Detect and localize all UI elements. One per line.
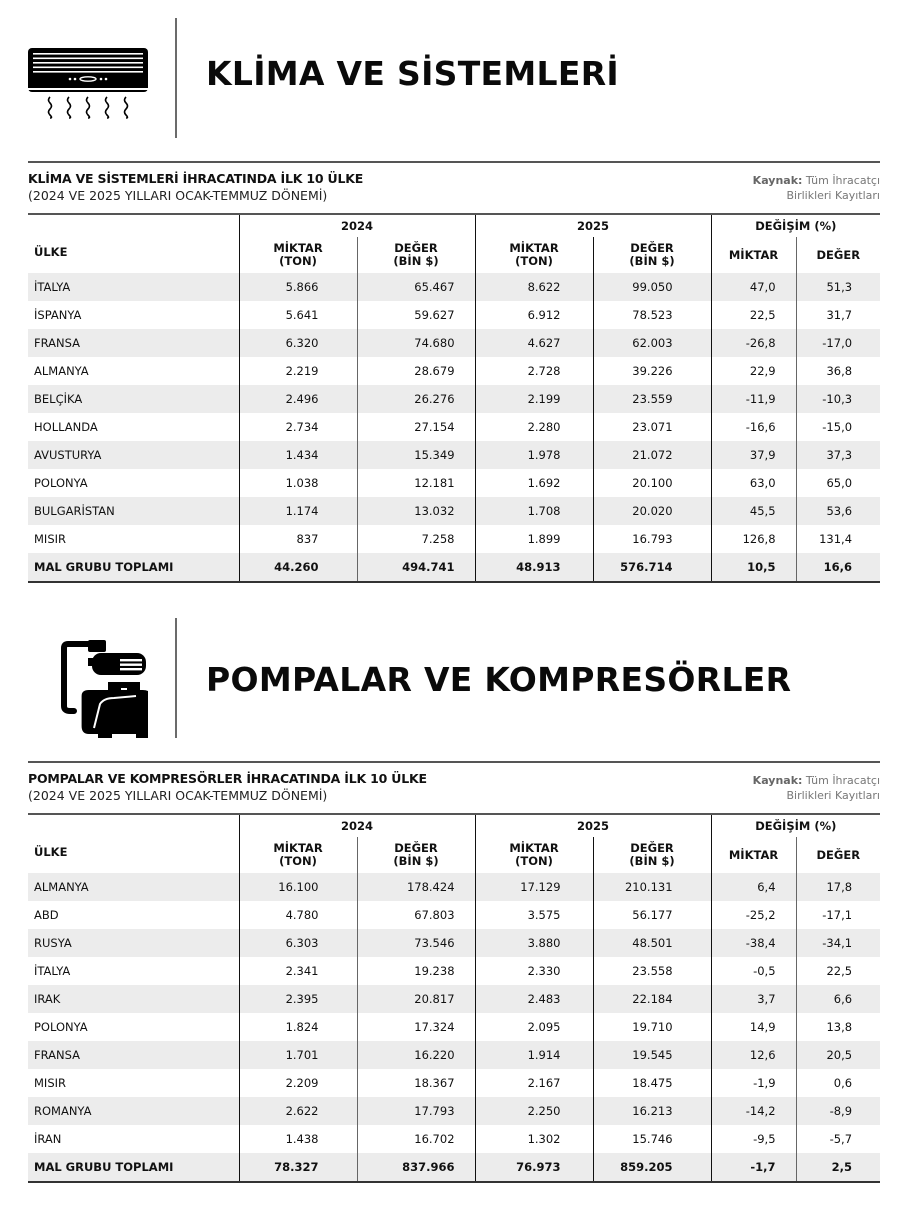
cell-qty-2025: 48.913 bbox=[475, 553, 593, 582]
cell-change-val: -15,0 bbox=[796, 413, 880, 441]
source-label: Kaynak: bbox=[752, 774, 803, 787]
total-row bbox=[28, 1153, 880, 1182]
cell-qty-2024: 2.734 bbox=[239, 413, 357, 441]
cell-country: İRAN bbox=[34, 1132, 62, 1146]
header-val-unit: (BİN $) bbox=[393, 254, 439, 268]
source-line-2: Birlikleri Kayıtları bbox=[786, 189, 880, 202]
cell-qty-2025: 2.199 bbox=[475, 385, 593, 413]
header-val-unit: (BİN $) bbox=[393, 854, 439, 868]
cell-qty-2024: 5.641 bbox=[239, 301, 357, 329]
cell-qty-2024: 16.100 bbox=[239, 873, 357, 901]
table-row bbox=[28, 1069, 880, 1097]
cell-country: İSPANYA bbox=[34, 308, 82, 322]
cell-val-2025: 210.131 bbox=[593, 873, 711, 901]
cell-val-2024: 16.220 bbox=[357, 1041, 475, 1069]
cell-change-qty: -0,5 bbox=[711, 957, 796, 985]
header-qty-unit: (TON) bbox=[279, 254, 317, 268]
cell-val-2025: 859.205 bbox=[593, 1153, 711, 1182]
header-val-unit: (BİN $) bbox=[629, 854, 675, 868]
cell-country: BULGARİSTAN bbox=[28, 497, 239, 525]
cell-qty-2024: 2.209 bbox=[239, 1069, 357, 1097]
cell-qty-2024: 1.434 bbox=[239, 441, 357, 469]
cell-change-val: 53,6 bbox=[796, 497, 880, 525]
cell-change-qty: 6,4 bbox=[711, 873, 796, 901]
section-header bbox=[28, 618, 880, 738]
cell-qty-2025: 8.622 bbox=[475, 273, 593, 301]
cell-val-2024: 19.238 bbox=[357, 957, 475, 985]
table-row bbox=[28, 357, 880, 385]
cell-val-2025: 20.020 bbox=[593, 497, 711, 525]
cell-change-qty: -25,2 bbox=[711, 901, 796, 929]
cell-change-qty: -1,9 bbox=[711, 1069, 796, 1097]
cell-qty-2025: 76.973 bbox=[475, 1153, 593, 1182]
table-row bbox=[28, 441, 880, 469]
cell-val-2025: 99.050 bbox=[593, 273, 711, 301]
header-qty-unit: (TON) bbox=[515, 254, 553, 268]
header-qty-2025 bbox=[475, 837, 593, 873]
cell-qty-2025: 1.708 bbox=[475, 497, 593, 525]
table-row bbox=[28, 273, 880, 301]
table-row bbox=[28, 1125, 880, 1153]
header-qty-2024 bbox=[239, 237, 357, 273]
cell-qty-2024: 44.260 bbox=[239, 553, 357, 582]
cell-country: MAL GRUBU TOPLAMI bbox=[28, 1153, 239, 1182]
source-note bbox=[753, 773, 880, 803]
cell-change-val: -17,0 bbox=[796, 329, 880, 357]
cell-change-qty: 22,5 bbox=[711, 301, 796, 329]
cell-val-2025: 16.213 bbox=[593, 1097, 711, 1125]
cell-val-2025: 576.714 bbox=[593, 553, 711, 582]
cell-val-2024: 837.966 bbox=[357, 1153, 475, 1182]
cell-change-qty: -26,8 bbox=[711, 329, 796, 357]
cell-val-2024: 18.367 bbox=[357, 1069, 475, 1097]
cell-change-qty: -16,6 bbox=[711, 413, 796, 441]
cell-val-2024: 494.741 bbox=[357, 553, 475, 582]
header-qty-label: MİKTAR bbox=[273, 241, 323, 255]
source-line-1: Tüm İhracatçı bbox=[805, 174, 880, 187]
cell-change-val: -8,9 bbox=[796, 1097, 880, 1125]
cell-change-val: 20,5 bbox=[796, 1041, 880, 1069]
cell-country: ALMANYA bbox=[28, 873, 239, 901]
cell-qty-2024: 1.701 bbox=[239, 1041, 357, 1069]
cell-country: FRANSA bbox=[28, 329, 239, 357]
divider bbox=[175, 618, 177, 738]
header-val-label: DEĞER bbox=[630, 841, 674, 855]
cell-country: POLONYA bbox=[34, 1020, 88, 1034]
cell-change-val: 16,6 bbox=[796, 553, 880, 582]
cell-qty-2024: 4.780 bbox=[239, 901, 357, 929]
cell-qty-2024: 2.395 bbox=[239, 985, 357, 1013]
header-year-2025: 2025 bbox=[475, 814, 711, 837]
table-title: POMPALAR VE KOMPRESÖRLER İHRACATINDA İLK 10 ÜLKE bbox=[28, 771, 427, 786]
table-row bbox=[28, 901, 880, 929]
cell-change-val: -5,7 bbox=[796, 1125, 880, 1153]
cell-val-2024: 27.154 bbox=[357, 413, 475, 441]
header-change-val: DEĞER bbox=[796, 237, 880, 273]
table-row bbox=[28, 985, 880, 1013]
cell-change-qty: 63,0 bbox=[711, 469, 796, 497]
table-title: KLİMA VE SİSTEMLERİ İHRACATINDA İLK 10 ÜLKE bbox=[28, 171, 364, 186]
cell-country: AVUSTURYA bbox=[28, 441, 239, 469]
cell-country: RUSYA bbox=[28, 929, 239, 957]
cell-qty-2025: 2.167 bbox=[475, 1069, 593, 1097]
cell-qty-2025: 2.280 bbox=[475, 413, 593, 441]
cell-val-2024: 67.803 bbox=[357, 901, 475, 929]
cell-change-qty: 126,8 bbox=[711, 525, 796, 553]
cell-change-val: -17,1 bbox=[796, 901, 880, 929]
header-qty-2025 bbox=[475, 237, 593, 273]
cell-change-val: 0,6 bbox=[796, 1069, 880, 1097]
header-qty-label: MİKTAR bbox=[509, 241, 559, 255]
header-val-2024 bbox=[357, 237, 475, 273]
cell-country: POLONYA bbox=[34, 476, 88, 490]
cell-val-2024: 20.817 bbox=[357, 985, 475, 1013]
cell-val-2025: 23.558 bbox=[593, 957, 711, 985]
cell-change-val: 37,3 bbox=[796, 441, 880, 469]
data-table bbox=[28, 813, 880, 1183]
header-val-2024 bbox=[357, 837, 475, 873]
cell-qty-2024: 6.303 bbox=[239, 929, 357, 957]
cell-change-qty: 45,5 bbox=[711, 497, 796, 525]
cell-qty-2025: 17.129 bbox=[475, 873, 593, 901]
cell-val-2025: 39.226 bbox=[593, 357, 711, 385]
cell-qty-2025: 1.302 bbox=[475, 1125, 593, 1153]
cell-val-2024: 74.680 bbox=[357, 329, 475, 357]
cell-change-qty: -38,4 bbox=[711, 929, 796, 957]
table-row bbox=[28, 929, 880, 957]
cell-country: ALMANYA bbox=[34, 364, 89, 378]
table-row bbox=[28, 497, 880, 525]
table-row bbox=[28, 873, 880, 901]
header-change: DEĞİŞİM (%) bbox=[711, 814, 880, 837]
cell-change-val: 22,5 bbox=[796, 957, 880, 985]
cell-val-2024: 65.467 bbox=[357, 273, 475, 301]
cell-qty-2025: 2.330 bbox=[475, 957, 593, 985]
section-klima bbox=[28, 18, 880, 588]
table-body bbox=[28, 873, 880, 1182]
cell-change-val: -10,3 bbox=[796, 385, 880, 413]
table-caption bbox=[28, 161, 880, 215]
cell-qty-2025: 1.899 bbox=[475, 525, 593, 553]
header-qty-label: MİKTAR bbox=[273, 841, 323, 855]
cell-change-val: -34,1 bbox=[796, 929, 880, 957]
cell-val-2024: 7.258 bbox=[357, 525, 475, 553]
cell-qty-2025: 2.483 bbox=[475, 985, 593, 1013]
cell-change-val: 13,8 bbox=[796, 1013, 880, 1041]
header-val-label: DEĞER bbox=[630, 241, 674, 255]
cell-qty-2024: 6.320 bbox=[239, 329, 357, 357]
header-qty-2024 bbox=[239, 837, 357, 873]
cell-change-qty: 12,6 bbox=[711, 1041, 796, 1069]
table-row bbox=[28, 329, 880, 357]
header-qty-label: MİKTAR bbox=[509, 841, 559, 855]
cell-change-val: 2,5 bbox=[796, 1153, 880, 1182]
cell-val-2025: 22.184 bbox=[593, 985, 711, 1013]
cell-change-qty: 10,5 bbox=[711, 553, 796, 582]
table-row bbox=[28, 525, 880, 553]
cell-qty-2024: 5.866 bbox=[239, 273, 357, 301]
cell-country: MISIR bbox=[34, 532, 66, 546]
cell-val-2024: 73.546 bbox=[357, 929, 475, 957]
cell-change-qty: 47,0 bbox=[711, 273, 796, 301]
cell-qty-2025: 1.692 bbox=[475, 469, 593, 497]
cell-val-2024: 28.679 bbox=[357, 357, 475, 385]
cell-country: BELÇİKA bbox=[28, 385, 239, 413]
table-row bbox=[28, 1041, 880, 1069]
cell-qty-2024: 2.496 bbox=[239, 385, 357, 413]
cell-val-2024: 12.181 bbox=[357, 469, 475, 497]
section-pompa bbox=[28, 618, 880, 1188]
cell-change-val: 17,8 bbox=[796, 873, 880, 901]
cell-country: MAL GRUBU TOPLAMI bbox=[28, 553, 239, 582]
header-year-2025: 2025 bbox=[475, 214, 711, 237]
table-row bbox=[28, 957, 880, 985]
header-val-unit: (BİN $) bbox=[629, 254, 675, 268]
cell-qty-2025: 2.250 bbox=[475, 1097, 593, 1125]
water-pump-icon bbox=[28, 618, 148, 738]
cell-qty-2024: 2.341 bbox=[239, 957, 357, 985]
table-row bbox=[28, 385, 880, 413]
cell-val-2024: 178.424 bbox=[357, 873, 475, 901]
cell-qty-2024: 78.327 bbox=[239, 1153, 357, 1182]
header-qty-unit: (TON) bbox=[279, 854, 317, 868]
table-row bbox=[28, 301, 880, 329]
cell-country: İTALYA bbox=[28, 273, 239, 301]
cell-country: ABD bbox=[34, 908, 59, 922]
air-conditioner-icon bbox=[28, 18, 148, 138]
cell-change-qty: -14,2 bbox=[711, 1097, 796, 1125]
header-val-2025 bbox=[593, 837, 711, 873]
header-change: DEĞİŞİM (%) bbox=[711, 214, 880, 237]
cell-qty-2025: 4.627 bbox=[475, 329, 593, 357]
cell-qty-2024: 2.219 bbox=[239, 357, 357, 385]
cell-change-qty: 22,9 bbox=[711, 357, 796, 385]
cell-change-qty: 3,7 bbox=[711, 985, 796, 1013]
header-val-2025 bbox=[593, 237, 711, 273]
cell-val-2025: 15.746 bbox=[593, 1125, 711, 1153]
cell-change-val: 36,8 bbox=[796, 357, 880, 385]
header-year-2024: 2024 bbox=[239, 814, 475, 837]
cell-qty-2025: 3.575 bbox=[475, 901, 593, 929]
cell-qty-2025: 2.095 bbox=[475, 1013, 593, 1041]
cell-qty-2024: 1.824 bbox=[239, 1013, 357, 1041]
cell-change-qty: -11,9 bbox=[711, 385, 796, 413]
total-row bbox=[28, 553, 880, 582]
cell-qty-2025: 3.880 bbox=[475, 929, 593, 957]
cell-change-qty: 14,9 bbox=[711, 1013, 796, 1041]
cell-val-2025: 62.003 bbox=[593, 329, 711, 357]
cell-val-2024: 17.793 bbox=[357, 1097, 475, 1125]
cell-qty-2024: 1.174 bbox=[239, 497, 357, 525]
cell-val-2024: 16.702 bbox=[357, 1125, 475, 1153]
table-subtitle: (2024 VE 2025 YILLARI OCAK-TEMMUZ DÖNEMİ) bbox=[28, 188, 328, 203]
cell-val-2025: 16.793 bbox=[593, 525, 711, 553]
cell-val-2024: 26.276 bbox=[357, 385, 475, 413]
cell-val-2025: 21.072 bbox=[593, 441, 711, 469]
cell-val-2025: 48.501 bbox=[593, 929, 711, 957]
cell-qty-2025: 1.914 bbox=[475, 1041, 593, 1069]
cell-val-2025: 23.559 bbox=[593, 385, 711, 413]
table-row bbox=[28, 413, 880, 441]
cell-val-2024: 13.032 bbox=[357, 497, 475, 525]
cell-qty-2024: 837 bbox=[239, 525, 357, 553]
cell-change-val: 31,7 bbox=[796, 301, 880, 329]
header-qty-unit: (TON) bbox=[515, 854, 553, 868]
data-table bbox=[28, 213, 880, 583]
cell-country: MISIR bbox=[34, 1076, 66, 1090]
cell-qty-2025: 1.978 bbox=[475, 441, 593, 469]
section-title: KLİMA VE SİSTEMLERİ bbox=[206, 54, 619, 93]
table-body bbox=[28, 273, 880, 582]
header-change-val: DEĞER bbox=[796, 837, 880, 873]
cell-country: HOLLANDA bbox=[34, 420, 98, 434]
cell-val-2025: 20.100 bbox=[593, 469, 711, 497]
cell-val-2025: 18.475 bbox=[593, 1069, 711, 1097]
cell-val-2025: 23.071 bbox=[593, 413, 711, 441]
cell-change-val: 51,3 bbox=[796, 273, 880, 301]
section-title: POMPALAR VE KOMPRESÖRLER bbox=[206, 660, 792, 699]
cell-qty-2024: 1.038 bbox=[239, 469, 357, 497]
cell-val-2025: 19.710 bbox=[593, 1013, 711, 1041]
cell-val-2025: 78.523 bbox=[593, 301, 711, 329]
cell-val-2025: 19.545 bbox=[593, 1041, 711, 1069]
header-change-qty: MİKTAR bbox=[711, 237, 796, 273]
header-val-label: DEĞER bbox=[394, 841, 438, 855]
cell-val-2024: 59.627 bbox=[357, 301, 475, 329]
header-year-2024: 2024 bbox=[239, 214, 475, 237]
source-line-1: Tüm İhracatçı bbox=[805, 774, 880, 787]
cell-country: İTALYA bbox=[34, 964, 71, 978]
cell-qty-2024: 1.438 bbox=[239, 1125, 357, 1153]
section-header bbox=[28, 18, 880, 138]
cell-country: FRANSA bbox=[28, 1041, 239, 1069]
cell-change-val: 65,0 bbox=[796, 469, 880, 497]
cell-qty-2025: 2.728 bbox=[475, 357, 593, 385]
header-country: ÜLKE bbox=[34, 845, 68, 859]
cell-val-2024: 15.349 bbox=[357, 441, 475, 469]
header-val-label: DEĞER bbox=[394, 241, 438, 255]
table-row bbox=[28, 1097, 880, 1125]
header-country: ÜLKE bbox=[34, 245, 68, 259]
cell-country: ROMANYA bbox=[28, 1097, 239, 1125]
cell-change-qty: -1,7 bbox=[711, 1153, 796, 1182]
divider bbox=[175, 18, 177, 138]
header-change-qty: MİKTAR bbox=[711, 837, 796, 873]
cell-val-2025: 56.177 bbox=[593, 901, 711, 929]
table-caption bbox=[28, 761, 880, 815]
cell-qty-2024: 2.622 bbox=[239, 1097, 357, 1125]
cell-qty-2025: 6.912 bbox=[475, 301, 593, 329]
source-note bbox=[753, 173, 880, 203]
cell-change-val: 131,4 bbox=[796, 525, 880, 553]
table-row bbox=[28, 1013, 880, 1041]
table-row bbox=[28, 469, 880, 497]
source-label: Kaynak: bbox=[752, 174, 803, 187]
cell-country: IRAK bbox=[28, 985, 239, 1013]
cell-change-val: 6,6 bbox=[796, 985, 880, 1013]
cell-change-qty: 37,9 bbox=[711, 441, 796, 469]
table-subtitle: (2024 VE 2025 YILLARI OCAK-TEMMUZ DÖNEMİ) bbox=[28, 788, 328, 803]
cell-val-2024: 17.324 bbox=[357, 1013, 475, 1041]
cell-change-qty: -9,5 bbox=[711, 1125, 796, 1153]
source-line-2: Birlikleri Kayıtları bbox=[786, 789, 880, 802]
